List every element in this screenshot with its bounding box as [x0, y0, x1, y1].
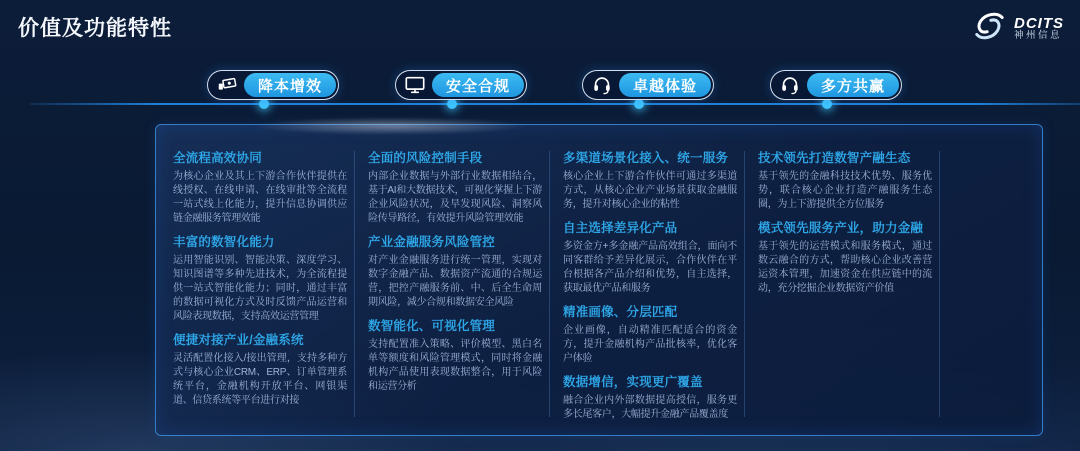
feature-section	[758, 151, 932, 212]
feature-section	[368, 319, 542, 394]
feature-section	[368, 235, 542, 310]
section-body: 内部企业数据与外部行业数据相结合，基于AI和大数据技术，可视化掌握上下游企业风险状况，及早发现风险、洞察风险传导路径，有效提升风险管理效能	[368, 171, 542, 224]
section-title: 丰富的数智化能力	[173, 235, 275, 249]
section-body: 融合企业内外部数据提高授信，服务更多长尾客户，大幅提升金融产品覆盖度	[563, 395, 737, 420]
timeline-line	[30, 103, 1080, 105]
feature-section	[563, 221, 737, 296]
section-title: 全面的风险控制手段	[368, 151, 483, 165]
section-body: 基于领先的运营模式和服务模式，通过数云融合的方式，帮助核心企业改善营运资本管理，加速资金在供应链中的流动，充分挖掘企业数据资产价值	[758, 241, 932, 294]
payment-in-hand-icon	[210, 74, 244, 96]
monitor-icon	[398, 74, 432, 96]
section-title: 多渠道场景化接入、统一服务	[563, 151, 729, 165]
feature-section	[173, 151, 347, 226]
section-body: 企业画像，自动精准匹配适合的资金方，提升金融机构产品批核率，优化客户体验	[563, 325, 737, 364]
feature-section	[368, 151, 542, 226]
headset-icon	[773, 74, 807, 96]
section-body: 支持配置准入策略、评价模型、黑白名单等额度和风险管理模式，同时将金融机构产品使用表现数据整合，用于风险和运营分析	[368, 339, 542, 392]
section-title: 数智能化、可视化管理	[368, 319, 496, 333]
pillar-security-compliance	[395, 70, 527, 100]
page-title: 价值及功能特性	[18, 17, 172, 40]
panel-right-spacer	[953, 151, 1042, 417]
section-title: 数据增信，实现更广覆盖	[563, 375, 703, 389]
section-title: 技术领先打造数智产融生态	[758, 151, 911, 165]
column-multi-win	[758, 151, 940, 417]
section-body: 为核心企业及其上下游合作伙伴提供在线授权、在线申请、在线审批等全流程一站式线上化能力，提升信息协调供应链金融服务管理效能	[173, 171, 347, 224]
pillar-multi-win	[770, 70, 902, 100]
pillar-cost-reduction	[207, 70, 339, 100]
column-cost-reduction	[173, 151, 355, 417]
timeline-dot	[634, 99, 644, 109]
feature-section	[563, 375, 737, 422]
section-title: 自主选择差异化产品	[563, 221, 678, 235]
pillar-label: 卓越体验	[619, 73, 711, 97]
pillar-excellent-experience	[582, 70, 714, 100]
timeline-dot	[447, 99, 457, 109]
column-security-compliance	[368, 151, 550, 417]
company-logo	[970, 10, 1064, 47]
pillar-label: 多方共赢	[807, 73, 899, 97]
feature-section	[563, 151, 737, 212]
section-body: 多资金方+多金融产品高效组合，面向不同客群给予差异化展示，合作伙伴在平台根据各产品介绍和优势，自主选择，获取最优产品和服务	[563, 241, 737, 294]
logo-brand: DCITS	[1014, 14, 1064, 32]
section-title: 模式领先服务产业，助力金融	[758, 221, 924, 235]
section-title: 精准画像、分层匹配	[563, 305, 678, 319]
feature-section	[758, 221, 932, 296]
pillar-label: 降本增效	[244, 73, 336, 97]
section-body: 灵活配置化接入/接出管理，支持多种方式与核心企业CRM、ERP、订单管理系统平台，金融机构开放平台、网银渠道、信贷系统等平台进行对接	[173, 353, 347, 406]
feature-section	[563, 305, 737, 366]
column-excellent-experience	[563, 151, 745, 420]
section-title: 便捷对接产业/金融系统	[173, 333, 304, 347]
logo-brand-cn: 神州信息	[1014, 30, 1063, 42]
section-body: 运用智能识别、智能决策、深度学习、知识图谱等多种先进技术，为全流程提供一站式智能化能力；同时，通过丰富的数据可视化方式及时反馈产品运营和风险表现数据，支持高效运营管理	[173, 255, 347, 322]
logo-text	[1014, 16, 1064, 42]
section-body: 基于领先的金融科技技术优势、服务优势，联合核心企业打造产融服务生态圈，为上下游提供全方位服务	[758, 171, 932, 210]
section-body: 对产业金融服务进行统一管理，实现对数字金融产品、数据资产流通的合规运营，把控产融服务前、中、后全生命周期风险，减少合规和数据安全风险	[368, 255, 542, 308]
feature-section	[173, 333, 347, 408]
feature-panel	[155, 124, 1043, 436]
timeline-dot	[259, 99, 269, 109]
pillar-label: 安全合规	[432, 73, 524, 97]
section-title: 全流程高效协同	[173, 151, 262, 165]
timeline-dot	[822, 99, 832, 109]
headset-icon	[585, 74, 619, 96]
feature-section	[173, 235, 347, 324]
swirl-galaxy-logo-icon	[970, 10, 1008, 47]
section-body: 核心企业上下游合作伙伴可通过多渠道方式，从核心企业产业场景获取金融服务，提升对核心企业的粘性	[563, 171, 737, 210]
section-title: 产业金融服务风险管控	[368, 235, 496, 249]
